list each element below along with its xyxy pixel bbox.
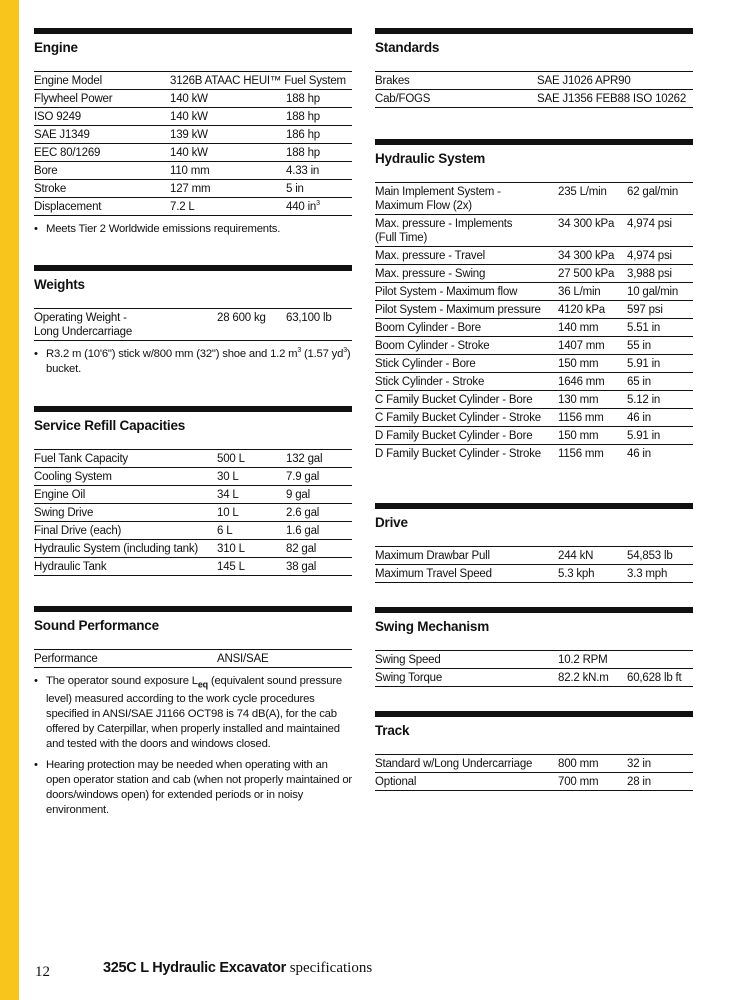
table-row	[375, 409, 693, 427]
row-label: C Family Bucket Cylinder - Stroke	[375, 412, 541, 424]
row-metric: 27 500 kPa	[558, 268, 615, 280]
row-metric: 110 mm	[170, 165, 210, 177]
row-metric: 4120 kPa	[558, 304, 605, 316]
note-text: R3.2 m (10'6") stick w/800 mm (32") shoe and 1.2 m	[46, 348, 298, 360]
row-label: Bore	[34, 165, 58, 177]
row-metric: 28 600 kg	[217, 312, 266, 324]
table-row	[34, 144, 352, 162]
row-imperial: 46 in	[627, 448, 651, 460]
row-metric: 6 L	[217, 525, 233, 537]
drive-section	[375, 503, 693, 583]
row-metric: 145 L	[217, 561, 245, 573]
row-metric: 139 kW	[170, 129, 208, 141]
table-row	[34, 540, 352, 558]
row-imperial	[286, 200, 320, 214]
row-imperial: 7.9 gal	[286, 471, 320, 483]
track-section	[375, 711, 693, 791]
row-label: Stick Cylinder - Bore	[375, 358, 476, 370]
row-imperial: 188 hp	[286, 111, 320, 123]
row-imperial: 597 psi	[627, 304, 663, 316]
footer-title	[103, 960, 372, 977]
row-imperial: 188 hp	[286, 93, 320, 105]
row-imperial: 82 gal	[286, 543, 317, 555]
row-label: Main Implement System - Maximum Flow (2x)	[375, 186, 501, 212]
row-label: D Family Bucket Cylinder - Bore	[375, 430, 533, 442]
engine-section	[34, 28, 352, 237]
row-imperial: 5.51 in	[627, 322, 661, 334]
row-metric: 34 L	[217, 489, 239, 501]
row-imperial: 1.6 gal	[286, 525, 320, 537]
row-imperial: 60,628 lb ft	[627, 672, 682, 684]
sound-heading: Sound Performance	[34, 606, 352, 640]
row-label: Cab/FOGS	[375, 93, 431, 105]
swing-heading: Swing Mechanism	[375, 607, 693, 641]
track-table	[375, 754, 693, 791]
table-row	[34, 162, 352, 180]
sound-table	[34, 649, 352, 668]
row-metric: 800 mm	[558, 758, 599, 770]
row-value: SAE J1356 FEB88 ISO 10262	[537, 93, 687, 105]
table-row	[375, 215, 693, 247]
table-row	[375, 183, 693, 215]
sound-note-1	[34, 674, 352, 752]
table-row	[375, 391, 693, 409]
row-label: Swing Speed	[375, 654, 441, 666]
row-imperial: 54,853 lb	[627, 550, 673, 562]
superscript: 3	[343, 347, 347, 355]
swing-section	[375, 607, 693, 687]
row-imperial: 3,988 psi	[627, 268, 672, 280]
row-imperial: 5.12 in	[627, 394, 661, 406]
row-metric: 1156 mm	[558, 412, 604, 424]
footer-suffix: specifications	[289, 960, 373, 976]
row-label: Boom Cylinder - Stroke	[375, 340, 490, 352]
row-metric: 700 mm	[558, 776, 599, 788]
hydraulic-table	[375, 182, 693, 462]
table-row	[34, 650, 352, 668]
row-label: Stroke	[34, 183, 67, 195]
row-label: Max. pressure - Travel	[375, 250, 485, 262]
row-label: ISO 9249	[34, 111, 81, 123]
table-row	[375, 283, 693, 301]
row-imperial: 65 in	[627, 376, 651, 388]
table-row	[375, 90, 693, 108]
row-imperial: 38 gal	[286, 561, 317, 573]
left-column	[34, 28, 352, 818]
row-imperial: 132 gal	[286, 453, 323, 465]
row-label: Standard w/Long Undercarriage	[375, 758, 533, 770]
displacement-value: 440 in	[286, 201, 317, 213]
table-row	[34, 180, 352, 198]
row-value: 3126B ATAAC HEUI™ Fuel System	[170, 75, 346, 87]
table-row	[34, 126, 352, 144]
row-imperial: 5 in	[286, 183, 304, 195]
refill-table	[34, 449, 352, 576]
row-metric: 140 kW	[170, 147, 208, 159]
row-label: Swing Torque	[375, 672, 443, 684]
table-row	[34, 90, 352, 108]
note-text: (equivalent sound pressure level) measured according to the work cycle procedures specified in ANSI/SAE J1166 OCT98 is 74 dB(A), for the cab offered by Caterpillar, when properly installed and maintained and tested with the doors and windows closed.	[46, 675, 342, 751]
drive-table	[375, 546, 693, 583]
table-row	[34, 504, 352, 522]
row-imperial: 10 gal/min	[627, 286, 679, 298]
row-metric: 140 kW	[170, 93, 208, 105]
row-metric: 10.2 RPM	[558, 654, 608, 666]
row-metric: 7.2 L	[170, 201, 195, 213]
row-metric: 150 mm	[558, 430, 599, 442]
refill-heading: Service Refill Capacities	[34, 406, 352, 440]
row-label: Performance	[34, 653, 98, 665]
row-label: EEC 80/1269	[34, 147, 101, 159]
row-label: Final Drive (each)	[34, 525, 122, 537]
row-label: Swing Drive	[34, 507, 94, 519]
table-row	[34, 72, 352, 90]
row-metric: 1156 mm	[558, 448, 604, 460]
row-value: SAE J1026 APR90	[537, 75, 631, 87]
table-row	[34, 198, 352, 216]
weights-note	[34, 347, 352, 377]
refill-section	[34, 406, 352, 576]
row-metric: 244 kN	[558, 550, 594, 562]
table-row	[375, 265, 693, 283]
row-metric: 1407 mm	[558, 340, 605, 352]
engine-table	[34, 71, 352, 216]
table-row	[34, 558, 352, 576]
row-metric: 36 L/min	[558, 286, 601, 298]
table-row	[34, 108, 352, 126]
row-metric: 82.2 kN.m	[558, 672, 609, 684]
row-metric: 1646 mm	[558, 376, 605, 388]
row-metric: 150 mm	[558, 358, 599, 370]
sound-note-2: • Hearing protection may be needed when operating with an open operator station and cab (when not properly maintained or doors/windows open) for extended periods or in noisy environment.	[34, 758, 352, 818]
row-label: Pilot System - Maximum flow	[375, 286, 518, 298]
row-imperial: 188 hp	[286, 147, 320, 159]
superscript: 3	[297, 347, 302, 355]
track-heading: Track	[375, 711, 693, 745]
row-imperial: 63,100 lb	[286, 312, 332, 324]
standards-table	[375, 71, 693, 108]
row-label: Optional	[375, 776, 417, 788]
row-value: ANSI/SAE	[217, 653, 269, 665]
row-metric: 310 L	[217, 543, 245, 555]
row-metric: 140 kW	[170, 111, 208, 123]
row-label: Brakes	[375, 75, 410, 87]
row-label: D Family Bucket Cylinder - Stroke	[375, 448, 541, 460]
row-imperial: 28 in	[627, 776, 651, 788]
row-imperial: 32 in	[627, 758, 651, 770]
row-label: Stick Cylinder - Stroke	[375, 376, 485, 388]
row-label: Engine Model	[34, 75, 102, 87]
table-row	[375, 755, 693, 773]
table-row	[34, 522, 352, 540]
right-column	[375, 28, 693, 791]
row-label: Max. pressure - Implements (Full Time)	[375, 218, 513, 244]
table-row	[375, 301, 693, 319]
table-row	[375, 373, 693, 391]
weights-table	[34, 308, 352, 341]
row-label: Cooling System	[34, 471, 112, 483]
row-imperial: 2.6 gal	[286, 507, 320, 519]
row-label: Maximum Drawbar Pull	[375, 550, 490, 562]
row-imperial: 3.3 mph	[627, 568, 668, 580]
row-metric: 30 L	[217, 471, 239, 483]
row-label: Operating Weight - Long Undercarriage	[34, 312, 133, 338]
row-label: Max. pressure - Swing	[375, 268, 486, 280]
table-row	[34, 450, 352, 468]
note-text: ) bucket.	[46, 348, 351, 375]
table-row	[375, 669, 693, 687]
weights-section	[34, 265, 352, 377]
footer-product-name: 325C L Hydraulic Excavator	[103, 960, 286, 976]
row-label: Boom Cylinder - Bore	[375, 322, 481, 334]
row-imperial: 4,974 psi	[627, 218, 672, 230]
sound-section	[34, 606, 352, 818]
row-imperial: 55 in	[627, 340, 651, 352]
row-label: Displacement	[34, 201, 102, 213]
weights-heading: Weights	[34, 265, 352, 299]
row-metric: 140 mm	[558, 322, 599, 334]
row-imperial: 46 in	[627, 412, 651, 424]
row-label: Hydraulic Tank	[34, 561, 107, 573]
table-row	[375, 427, 693, 445]
note-text: The operator sound exposure L	[46, 675, 198, 687]
yellow-margin-bar	[0, 0, 19, 1000]
row-metric: 130 mm	[558, 394, 599, 406]
row-metric: 127 mm	[170, 183, 211, 195]
row-imperial: 4,974 psi	[627, 250, 672, 262]
engine-heading: Engine	[34, 28, 352, 62]
row-label: Fuel Tank Capacity	[34, 453, 128, 465]
subscript: eq	[197, 679, 208, 690]
table-row	[375, 337, 693, 355]
table-row	[375, 72, 693, 90]
table-row	[34, 468, 352, 486]
row-imperial: 9 gal	[286, 489, 310, 501]
swing-table	[375, 650, 693, 687]
row-metric: 34 300 kPa	[558, 218, 615, 230]
note-text: (1.57 yd	[301, 348, 344, 360]
row-label: C Family Bucket Cylinder - Bore	[375, 394, 533, 406]
page-number: 12	[35, 964, 50, 980]
engine-note: • Meets Tier 2 Worldwide emissions requirements.	[34, 222, 352, 237]
row-imperial: 186 hp	[286, 129, 320, 141]
standards-section	[375, 28, 693, 108]
table-row	[375, 355, 693, 373]
table-row	[375, 565, 693, 583]
table-row	[375, 547, 693, 565]
row-label: Flywheel Power	[34, 93, 113, 105]
drive-heading: Drive	[375, 503, 693, 537]
row-imperial: 5.91 in	[627, 430, 661, 442]
row-metric: 5.3 kph	[558, 568, 595, 580]
table-row	[34, 309, 352, 341]
table-row	[375, 247, 693, 265]
row-label: Pilot System - Maximum pressure	[375, 304, 541, 316]
row-metric: 34 300 kPa	[558, 250, 615, 262]
table-row	[375, 445, 693, 462]
row-metric: 10 L	[217, 507, 239, 519]
table-row	[375, 773, 693, 791]
row-label: SAE J1349	[34, 129, 90, 141]
hydraulic-heading: Hydraulic System	[375, 139, 693, 173]
row-label: Maximum Travel Speed	[375, 568, 492, 580]
row-label: Engine Oil	[34, 489, 86, 501]
row-imperial: 5.91 in	[627, 358, 661, 370]
superscript: 3	[316, 200, 320, 208]
row-metric: 500 L	[217, 453, 245, 465]
row-metric: 235 L/min	[558, 186, 607, 198]
row-imperial: 62 gal/min	[627, 186, 679, 198]
row-imperial: 4.33 in	[286, 165, 320, 177]
table-row	[375, 319, 693, 337]
table-row	[375, 651, 693, 669]
standards-heading: Standards	[375, 28, 693, 62]
hydraulic-section	[375, 139, 693, 462]
table-row	[34, 486, 352, 504]
row-label: Hydraulic System (including tank)	[34, 543, 199, 555]
